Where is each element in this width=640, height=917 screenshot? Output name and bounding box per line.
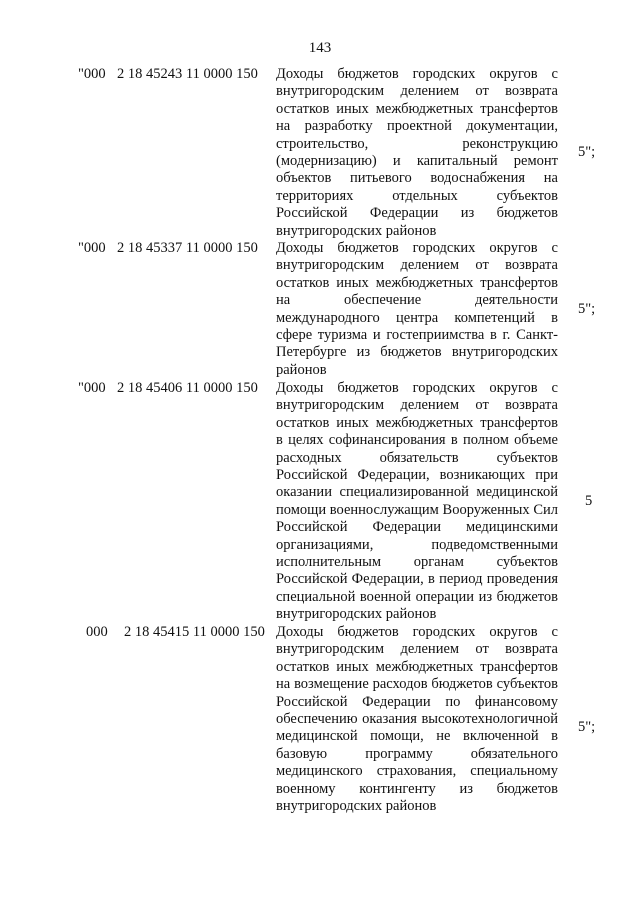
income-description: Доходы бюджетов городских округов с внутригородским делением от возврата остатков иных межбюджетных трансфертов на обеспечение деятельности международного центра компетенций в сфере туризма и гостеприимства в г. Санкт-Петербурге из бюджетов внутригородских районов xyxy=(276,240,558,378)
budget-code: 2 18 45415 11 0000 150 xyxy=(124,624,265,640)
code-prefix: "000 xyxy=(78,240,106,256)
budget-code: 2 18 45406 11 0000 150 xyxy=(117,380,258,396)
code-prefix: "000 xyxy=(78,380,106,396)
code-prefix: "000 xyxy=(78,66,106,82)
code-prefix: 000 xyxy=(86,624,108,640)
budget-code: 2 18 45243 11 0000 150 xyxy=(117,66,258,82)
amount-value: 5"; xyxy=(578,719,596,735)
income-description: Доходы бюджетов городских округов с внутригородским делением от возврата остатков иных межбюджетных трансфертов на возмещение расходов бюджетов субъектов Российской Федерации по финансовому обеспечению оказания высокотехнологичной медицинской помощи, не включенной в базовую программу обязательного медицинского страхования, специальному военному контингенту из бюджетов внутригородских районов xyxy=(276,624,558,815)
page-number: 143 xyxy=(308,40,332,56)
amount-value: 5"; xyxy=(578,144,596,160)
budget-code: 2 18 45337 11 0000 150 xyxy=(117,240,258,256)
income-description: Доходы бюджетов городских округов с внутригородским делением от возврата остатков иных межбюджетных трансфертов в целях софинансирования в полном объеме расходных обязательств субъектов Российской Федерации, возникающих при оказании специализированной медицинской помощи военнослужащим Вооруженных Сил Российской Федерации медицинскими организациями, подведомственными исполнительным органам субъектов Российской Федерации, в период проведения специальной военной операции из бюджетов внутригородских районов xyxy=(276,380,558,623)
amount-value: 5 xyxy=(585,493,593,509)
amount-value: 5"; xyxy=(578,301,596,317)
income-description: Доходы бюджетов городских округов с внутригородским делением от возврата остатков иных межбюджетных трансфертов на разработку проектной документации, строительство, реконструкцию (модернизацию) и капитальный ремонт объектов питьевого водоснабжения на территориях отдельных субъектов Российской Федерации из бюджетов внутригородских районов xyxy=(276,66,558,239)
